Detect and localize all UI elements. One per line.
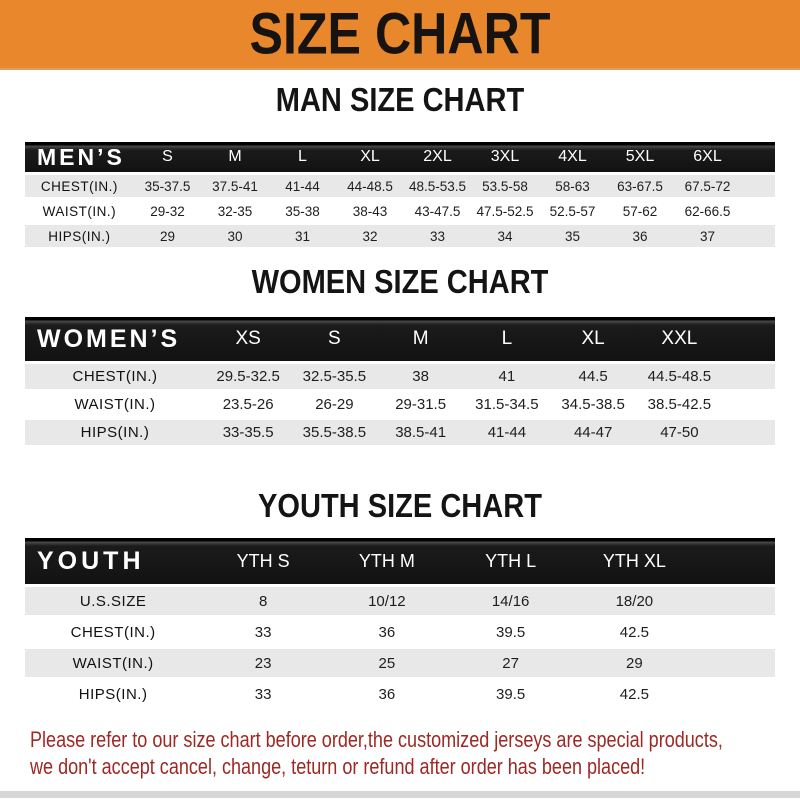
measurement-row-label: U.S.SIZE [25,587,201,615]
size-value-cell: 32-35 [201,200,269,222]
youth-section-heading: YOUTH SIZE CHART [258,487,542,524]
row-filler [723,420,776,445]
size-value-cell: 43-47.5 [404,200,472,222]
size-column-header: 5XL [606,142,674,172]
row-filler [741,175,775,197]
size-value-cell: 29-32 [134,200,202,222]
row-filler [696,649,775,677]
banner [0,0,800,70]
measurement-row-label: CHEST(IN.) [25,364,205,389]
size-value-cell: 29 [134,225,202,247]
table-header-row [25,538,775,584]
size-value-cell: 38-43 [336,200,404,222]
row-filler [696,618,775,646]
size-column-header: XL [550,317,636,361]
row-filler [723,364,776,389]
table-header-row [25,317,775,361]
measurement-row-label: CHEST(IN.) [25,618,201,646]
section-men [25,81,775,250]
size-value-cell: 67.5-72 [674,175,742,197]
size-value-cell: 35.5-38.5 [291,420,377,445]
table-header-label: YOUTH [25,538,201,584]
size-value-cell: 57-62 [606,200,674,222]
size-value-cell: 39.5 [449,680,573,708]
measurement-row-label: HIPS(IN.) [25,225,134,247]
size-value-cell: 44.5-48.5 [636,364,722,389]
table-header-row [25,142,775,172]
size-value-cell: 29-31.5 [378,392,464,417]
size-column-header: 3XL [471,142,539,172]
size-value-cell: 32 [336,225,404,247]
women-size-table [25,314,775,448]
size-column-header: L [464,317,550,361]
size-value-cell: 36 [325,680,449,708]
size-value-cell: 23 [201,649,325,677]
size-column-header: YTH S [201,538,325,584]
size-column-header: XL [336,142,404,172]
size-value-cell: 42.5 [573,618,697,646]
size-column-header: L [269,142,337,172]
size-column-header: XXL [636,317,722,361]
size-column-header: XS [205,317,291,361]
size-value-cell: 33 [201,680,325,708]
row-filler [696,680,775,708]
size-value-cell: 38.5-42.5 [636,392,722,417]
header-filler [696,538,775,584]
measurement-row [25,225,775,247]
disclaimer-line-2: we don't accept cancel, change, teturn or refund after order has been placed! [30,754,646,779]
size-value-cell: 41-44 [269,175,337,197]
disclaimer-note [25,726,775,780]
measurement-row-label: WAIST(IN.) [25,649,201,677]
size-value-cell: 41-44 [464,420,550,445]
size-value-cell: 37.5-41 [201,175,269,197]
measurement-row [25,618,775,646]
size-value-cell: 10/12 [325,587,449,615]
measurement-row [25,175,775,197]
size-column-header: 2XL [404,142,472,172]
size-value-cell: 33 [201,618,325,646]
header-filler [723,317,776,361]
size-value-cell: 41 [464,364,550,389]
size-value-cell: 35 [539,225,607,247]
measurement-row [25,392,775,417]
men-size-table [25,139,775,250]
header-filler [741,142,775,172]
table-header-label: WOMEN’S [25,317,205,361]
measurement-row [25,364,775,389]
size-value-cell: 38 [378,364,464,389]
measurement-row-label: HIPS(IN.) [25,680,201,708]
size-column-header: M [378,317,464,361]
size-column-header: YTH XL [573,538,697,584]
page-title: SIZE CHART [249,1,551,67]
size-value-cell: 25 [325,649,449,677]
size-value-cell: 53.5-58 [471,175,539,197]
size-value-cell: 35-38 [269,200,337,222]
size-value-cell: 14/16 [449,587,573,615]
size-value-cell: 52.5-57 [539,200,607,222]
size-value-cell: 39.5 [449,618,573,646]
measurement-row-label: WAIST(IN.) [25,200,134,222]
size-value-cell: 26-29 [291,392,377,417]
size-value-cell: 38.5-41 [378,420,464,445]
size-value-cell: 31 [269,225,337,247]
size-value-cell: 47.5-52.5 [471,200,539,222]
size-column-header: S [134,142,202,172]
content [0,81,800,780]
measurement-row-label: CHEST(IN.) [25,175,134,197]
size-column-header: S [291,317,377,361]
size-value-cell: 34 [471,225,539,247]
size-value-cell: 58-63 [539,175,607,197]
measurement-row [25,587,775,615]
size-value-cell: 37 [674,225,742,247]
size-value-cell: 32.5-35.5 [291,364,377,389]
size-value-cell: 62-66.5 [674,200,742,222]
size-column-header: YTH L [449,538,573,584]
size-value-cell: 34.5-38.5 [550,392,636,417]
size-value-cell: 47-50 [636,420,722,445]
section-women [25,263,775,448]
size-value-cell: 63-67.5 [606,175,674,197]
measurement-row [25,420,775,445]
size-value-cell: 27 [449,649,573,677]
row-filler [696,587,775,615]
table-header-label: MEN’S [25,142,134,172]
measurement-row [25,649,775,677]
size-value-cell: 18/20 [573,587,697,615]
measurement-row-label: HIPS(IN.) [25,420,205,445]
row-filler [723,392,776,417]
measurement-row [25,680,775,708]
size-value-cell: 29 [573,649,697,677]
size-value-cell: 42.5 [573,680,697,708]
size-value-cell: 33 [404,225,472,247]
size-value-cell: 31.5-34.5 [464,392,550,417]
size-value-cell: 33-35.5 [205,420,291,445]
section-youth [25,487,775,711]
row-filler [741,200,775,222]
men-section-heading: MAN SIZE CHART [275,81,525,118]
disclaimer-line-1: Please refer to our size chart before order,the customized jerseys are special products, [30,727,723,752]
measurement-row [25,200,775,222]
measurement-row-label: WAIST(IN.) [25,392,205,417]
size-value-cell: 29.5-32.5 [205,364,291,389]
size-column-header: 6XL [674,142,742,172]
women-section-heading: WOMEN SIZE CHART [251,263,549,300]
size-column-header: M [201,142,269,172]
size-value-cell: 30 [201,225,269,247]
size-value-cell: 23.5-26 [205,392,291,417]
size-value-cell: 36 [325,618,449,646]
size-value-cell: 44-48.5 [336,175,404,197]
youth-size-table [25,535,775,711]
size-value-cell: 8 [201,587,325,615]
size-value-cell: 36 [606,225,674,247]
size-value-cell: 35-37.5 [134,175,202,197]
size-column-header: YTH M [325,538,449,584]
size-value-cell: 44.5 [550,364,636,389]
row-filler [741,225,775,247]
bottom-strip [0,791,800,798]
size-column-header: 4XL [539,142,607,172]
size-value-cell: 48.5-53.5 [404,175,472,197]
size-value-cell: 44-47 [550,420,636,445]
